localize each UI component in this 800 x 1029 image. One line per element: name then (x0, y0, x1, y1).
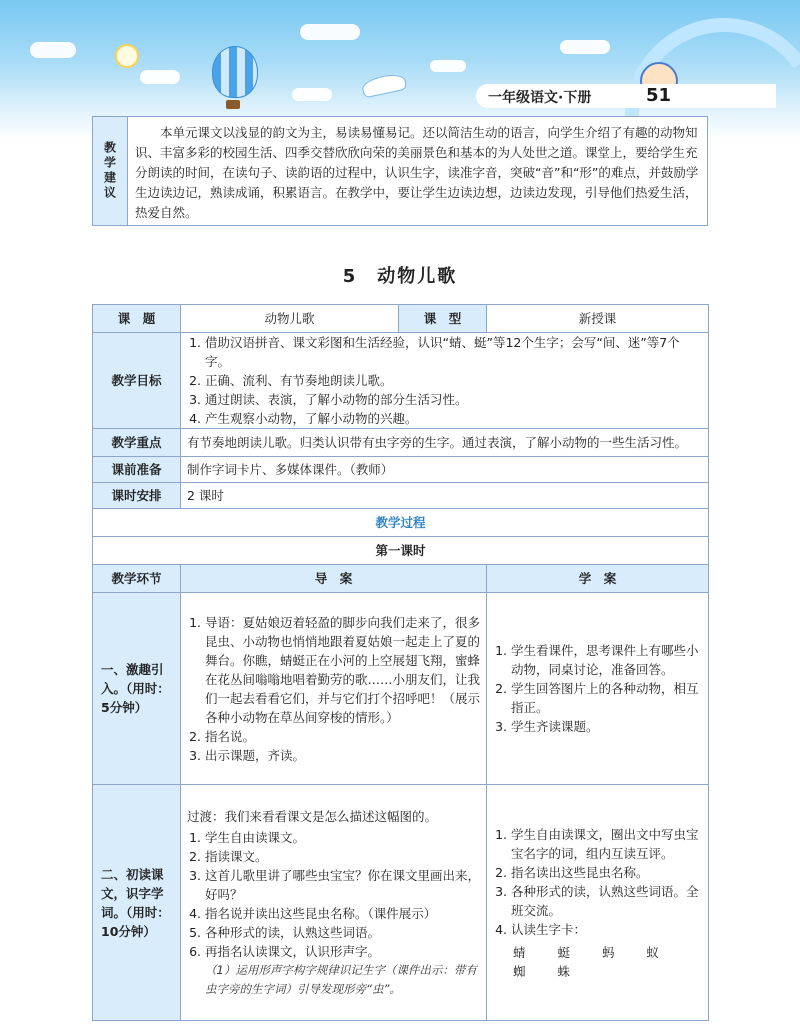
page-header (476, 84, 776, 108)
goal-item: 4. 产生观察小动物，了解小动物的兴趣。 (205, 409, 702, 428)
study-cell (487, 593, 709, 785)
table-row (93, 509, 709, 537)
col-stage-header: 教学环节 (93, 565, 181, 593)
cloud-icon (560, 40, 610, 54)
page-number: 51 (646, 85, 672, 106)
sun-icon (115, 44, 139, 68)
guide-item: 6. 再指名认读课文，认识形声字。 (205, 942, 480, 961)
topic-label: 课 题 (93, 305, 181, 333)
cloud-icon (140, 70, 180, 84)
balloon-basket-icon (226, 100, 240, 109)
goals-label: 教学目标 (93, 333, 181, 429)
study-item: 3. 学生齐读课题。 (511, 717, 702, 736)
study-item: 1. 学生自由读课文，圈出文中写虫宝宝名字的词，组内互读互评。 (511, 825, 702, 863)
goal-item: 2. 正确、流利、有节奏地朗读儿歌。 (205, 371, 702, 390)
table-row (93, 565, 709, 593)
prep-label: 课前准备 (93, 457, 181, 483)
guide-cell (181, 785, 487, 1021)
period-heading: 第一课时 (93, 537, 709, 565)
cloud-icon (430, 60, 466, 72)
prep-value: 制作字词卡片、多媒体课件。（教师） (181, 457, 709, 483)
study-cell (487, 785, 709, 1021)
key-value: 有节奏地朗读儿歌。归类认识带有虫字旁的生字。通过表演，了解小动物的一些生活习性。 (181, 429, 709, 457)
suggestion-text: 本单元课文以浅显的韵文为主，易读易懂易记。还以简洁生动的语言，向学生介绍了有趣的动物知识、丰富多彩的校园生活、四季交替欣欣向荣的美丽景色和基本的为人处世之道。课堂上，要给学生充分朗读的时间，在读句子、读韵语的过程中，认识生字，读准字音，突破“音”和“形”的难点，并鼓励学生边读边记，熟读成诵，积累语言。在教学中，要让学生边读边想，边读边发现，引导他们热爱生活，热爱自然。 (135, 125, 699, 220)
cloud-icon (30, 42, 76, 58)
table-row (93, 483, 709, 509)
book-subject: 一年级语文·下册 (488, 90, 592, 106)
teaching-suggestion-box (92, 116, 708, 226)
guide-item: 3. 这首儿歌里讲了哪些虫宝宝？你在课文里画出来，好吗？ (205, 866, 480, 904)
lesson-title: 5 动物儿歌 (342, 266, 458, 287)
key-label: 教学重点 (93, 429, 181, 457)
stage-name: 二、初读课文，识字学词。（用时：10分钟） (93, 785, 181, 1021)
type-value: 新授课 (487, 305, 709, 333)
goal-item: 1. 借助汉语拼音、课文彩图和生活经验，认识“蜻、蜓”等12个生字；会写“间、迷”等7个字。 (205, 333, 702, 371)
study-item: 2. 学生回答图片上的各种动物，相互指正。 (511, 679, 702, 717)
lesson-plan-table (92, 304, 709, 1021)
table-row (93, 785, 709, 1021)
guide-item: 4. 指名说并读出这些昆虫名称。（课件展示） (205, 904, 480, 923)
col-guide-header: 导 案 (181, 565, 487, 593)
table-row (93, 333, 709, 429)
guide-item: 1. 学生自由读课文。 (205, 828, 480, 847)
hot-air-balloon-icon (212, 46, 258, 98)
table-row (93, 457, 709, 483)
guide-item: 2. 指名说。 (205, 727, 480, 746)
process-heading: 教学过程 (93, 509, 709, 537)
type-label: 课 型 (399, 305, 487, 333)
cloud-icon (292, 88, 332, 101)
table-row (93, 593, 709, 785)
topic-value: 动物儿歌 (181, 305, 399, 333)
table-row (93, 537, 709, 565)
guide-subitem: （1）运用形声字构字规律识记生字（课件出示：带有虫字旁的生字词）引导发现形旁“虫”。 (205, 962, 477, 996)
study-item: 3. 各种形式的读，认熟这些词语。全班交流。 (511, 882, 702, 920)
study-item: 2. 指名读出这些昆虫名称。 (511, 863, 702, 882)
time-label: 课时安排 (93, 483, 181, 509)
study-item: 1. 学生看课件，思考课件上有哪些小动物，同桌讨论，准备回答。 (511, 641, 702, 679)
guide-item: 1. 导语：夏姑娘迈着轻盈的脚步向我们走来了，很多昆虫、小动物也悄悄地跟着夏姑娘一起走上了夏的舞台。你瞧，蜻蜓正在小河的上空展翅飞翔，蜜蜂在花丛间嗡嗡地唱着勤劳的歌……小朋友们，让我们一起去看看它们，并与它们打个招呼吧！（展示各种小动物在草丛间穿梭的情形。） (205, 613, 480, 727)
guide-transition: 过渡：我们来看看课文是怎么描述这幅图的。 (187, 808, 438, 824)
guide-cell (181, 593, 487, 785)
guide-item: 2. 指读课文。 (205, 847, 480, 866)
stage-name: 一、激趣引入。（用时：5分钟） (93, 593, 181, 785)
guide-item: 5. 各种形式的读，认熟这些词语。 (205, 923, 480, 942)
col-study-header: 学 案 (487, 565, 709, 593)
goals-cell (181, 333, 709, 429)
guide-item: 3. 出示课题，齐读。 (205, 746, 480, 765)
character-cards: 蜻 蜓 蚂 蚁 蜘 蛛 (513, 944, 673, 979)
cloud-icon (300, 24, 360, 40)
time-value: 2 课时 (181, 483, 709, 509)
table-row (93, 429, 709, 457)
study-item: 4. 认读生字卡： (511, 920, 702, 939)
goal-item: 3. 通过朗读、表演，了解小动物的部分生活习性。 (205, 390, 702, 409)
suggestion-label: 教学建议 (93, 117, 128, 225)
table-row (93, 305, 709, 333)
